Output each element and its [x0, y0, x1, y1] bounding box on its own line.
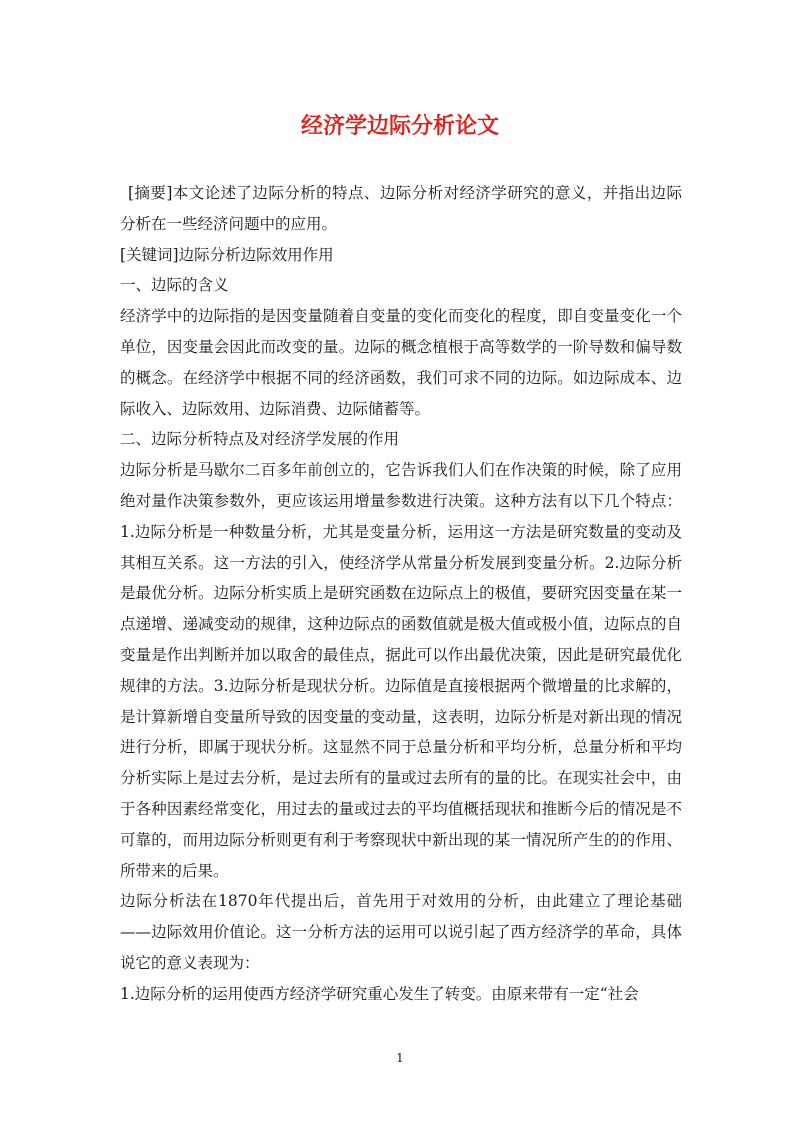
keywords-paragraph: [关键词]边际分析边际效用作用 [120, 245, 334, 264]
abstract-paragraph: [摘要]本文论述了边际分析的特点、边际分析对经济学研究的意义，并指出边际分析在一些经济问题中的应用。 [120, 184, 682, 233]
body-paragraph: 1.边际分析的运用使西方经济学研究重心发生了转变。由原来带有一定“社会 [120, 984, 639, 1003]
page-number: 1 [396, 1051, 404, 1065]
section-heading-1: 一、边际的含义 [120, 276, 229, 295]
document-title: 经济学边际分析论文 [300, 114, 499, 139]
section-heading-2: 二、边际分析特点及对经济学发展的作用 [120, 430, 400, 449]
body-paragraph: 经济学中的边际指的是因变量随着自变量的变化而变化的程度，即自变量变化一个单位，因变量会因此而改变的量。边际的概念植根于高等数学的一阶导数和偏导数的概念。在经济学中根据不同的经济函数，我们可求不同的边际。如边际成本、边际收入、边际效用、边际消费、边际储蓄等。 [120, 307, 682, 418]
body-paragraph: 边际分析是马歇尔二百多年前创立的，它告诉我们人们在作决策的时候，除了应用绝对量作决策参数外，更应该运用增量参数进行决策。这种方法有以下几个特点：1.边际分析是一种数量分析，尤其是变量分析，运用这一方法是研究数量的变动及其相互关系。这一方法的引入，使经济学从常量分析发展到变量分析。2.边际分析是最优分析。边际分析实质上是研究函数在边际点上的极值，要研究因变量在某一点递增、递减变动的规律，这种边际点的函数值就是极大值或极小值，边际点的自变量是作出判断并加以取舍的最佳点，据此可以作出最优决策，因此是研究最优化规律的方法。3.边际分析是现状分析。边际值是直接根据两个微增量的比求解的，是计算新增自变量所导致的因变量的变动量，这表明，边际分析是对新出现的情况进行分析，即属于现状分析。这显然不同于总量分析和平均分析，总量分析和平均分析实际上是过去分析，是过去所有的量或过去所有的量的比。在现实社会中，由于各种因素经常变化，用过去的量或过去的平均值概括现状和推断今后的情况是不可靠的，而用边际分析则更有利于考察现状中新出现的某一情况所产生的的作用、所带来的后果。 [120, 461, 682, 880]
body-paragraph: 边际分析法在1870年代提出后，首先用于对效用的分析，由此建立了理论基础——边际效用价值论。这一分析方法的运用可以说引起了西方经济学的革命，具体说它的意义表现为： [120, 892, 682, 972]
document-body [120, 178, 682, 1010]
